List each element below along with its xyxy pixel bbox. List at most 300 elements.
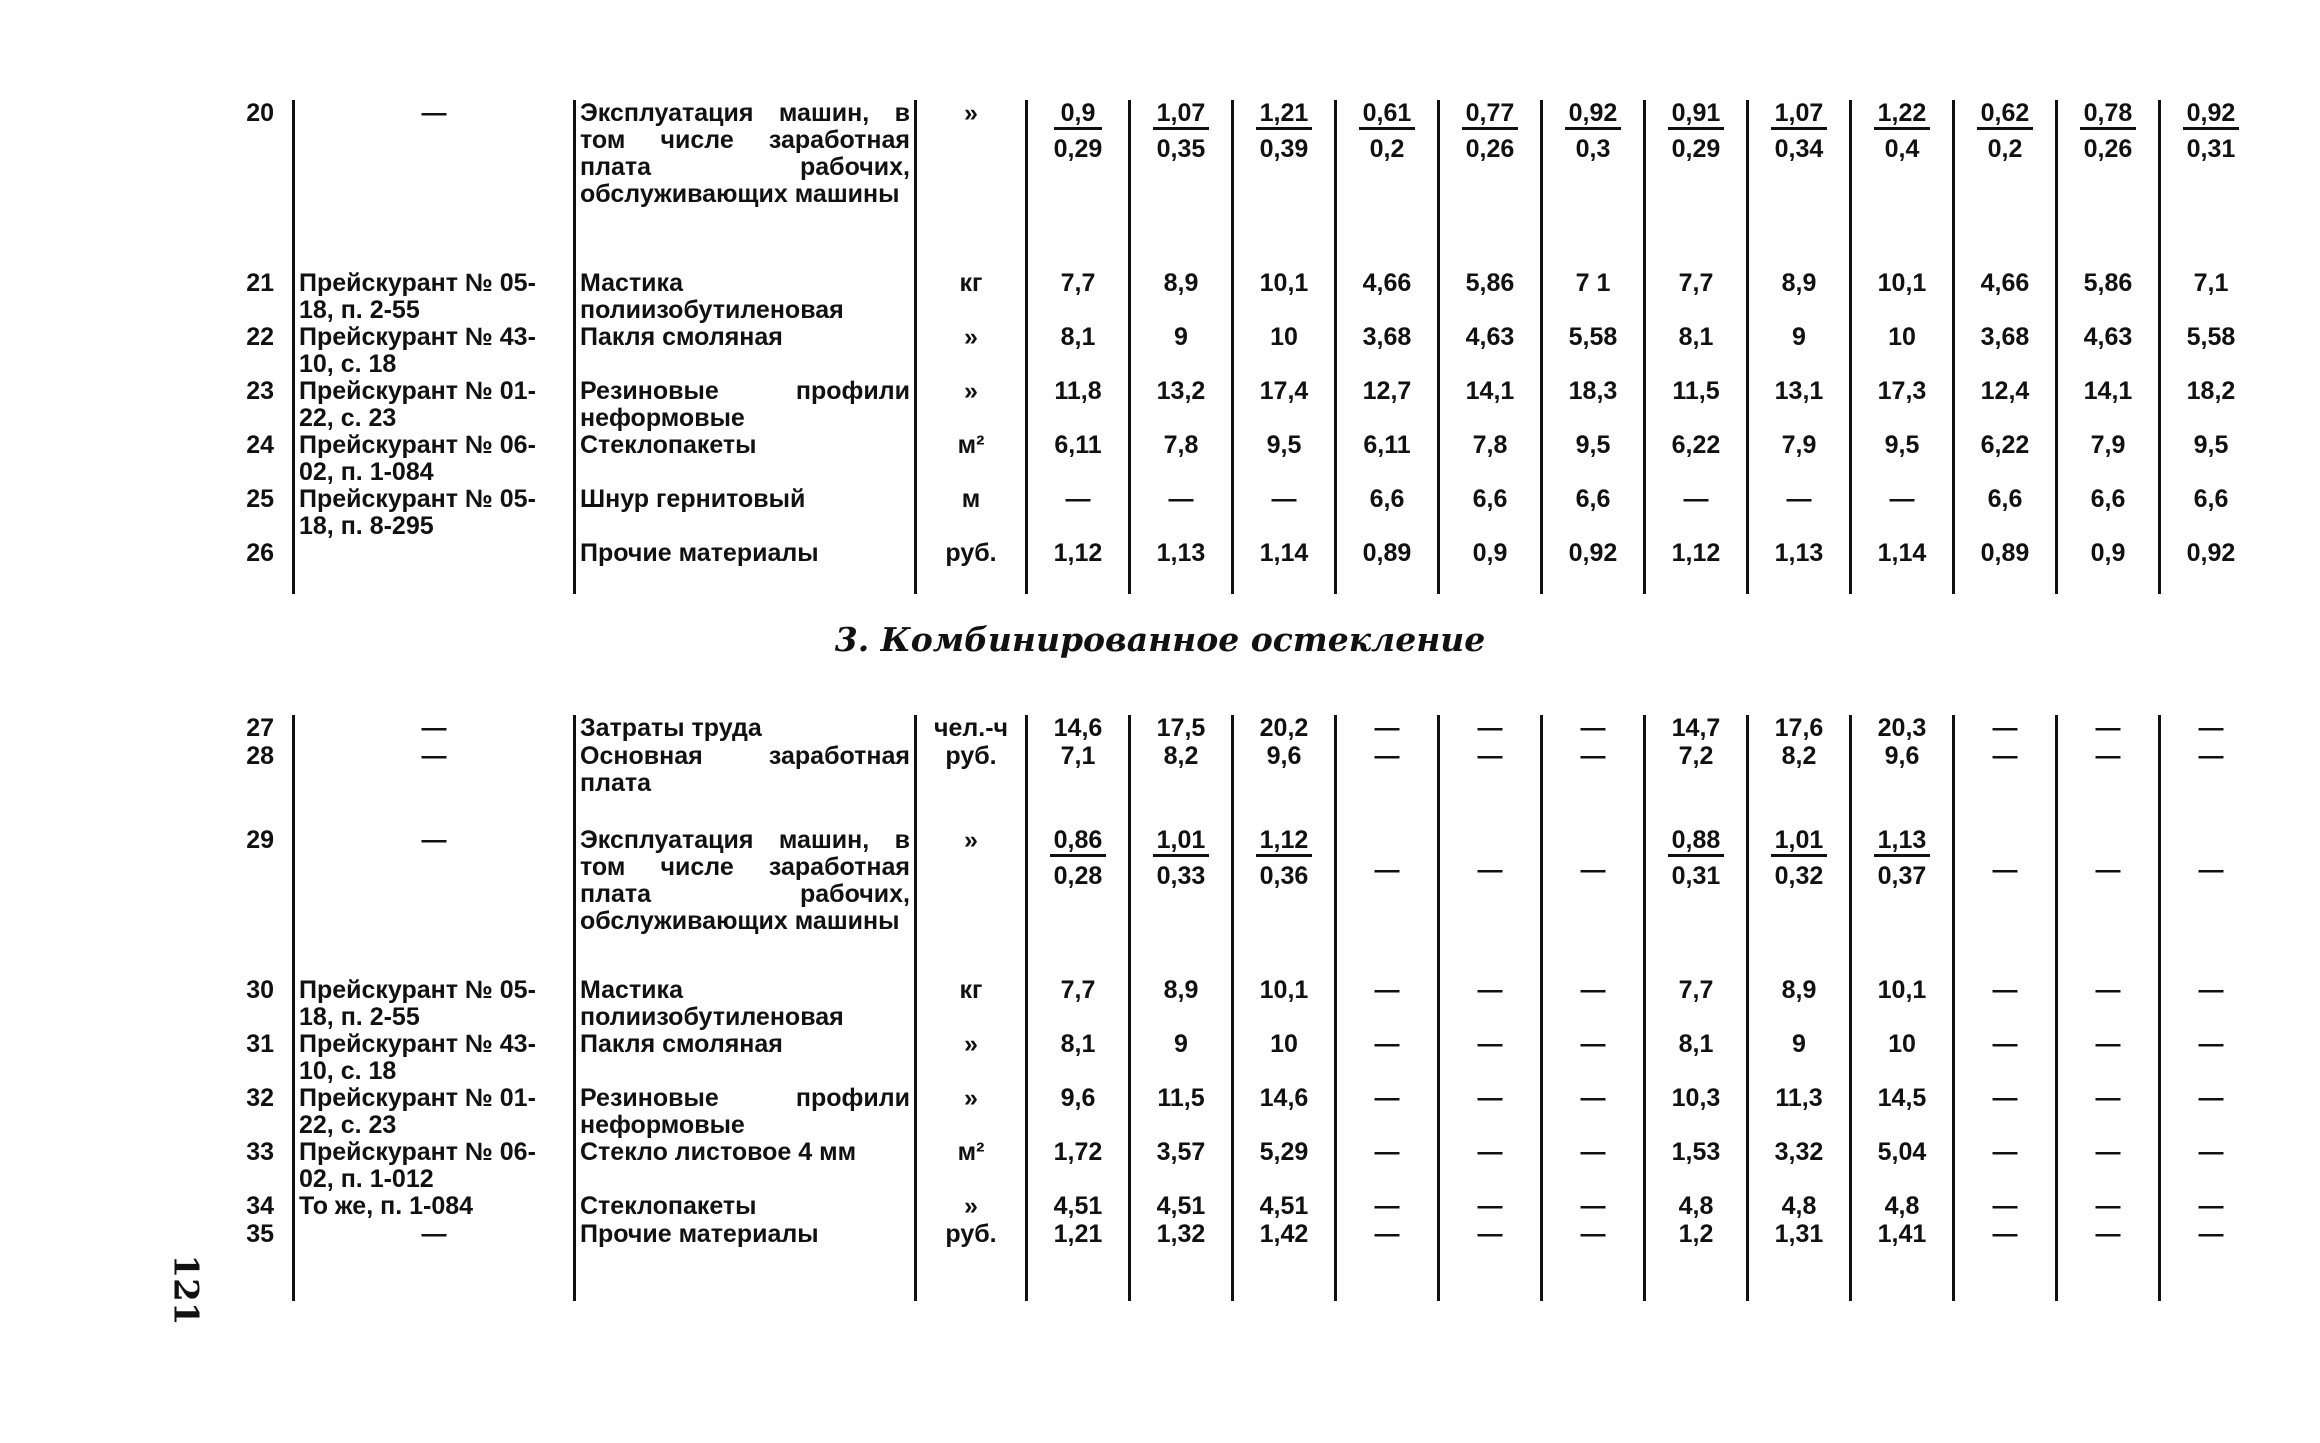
value-cell: —	[1439, 827, 1542, 977]
table-row	[200, 100, 2261, 270]
table-row	[200, 1221, 2261, 1301]
value-cell: 9,6	[1027, 1085, 1130, 1139]
unit-of-measure: кг	[916, 270, 1027, 324]
value-cell: 9,5	[1233, 432, 1336, 486]
resource-name: Резиновые профили неформовые	[575, 1085, 916, 1139]
fraction-value	[1977, 100, 2034, 163]
value-cell: 4,8	[1645, 1193, 1748, 1221]
value-cell: 10	[1233, 1031, 1336, 1085]
value-cell: —	[1542, 1139, 1645, 1193]
value-total: 0,77	[1462, 100, 1519, 130]
value-cell: 10,1	[1851, 270, 1954, 324]
value-cell	[1027, 100, 1130, 270]
value-cell: —	[2057, 977, 2160, 1031]
value-cell: —	[1336, 1139, 1439, 1193]
row-number: 30	[246, 976, 274, 1004]
value-cell: 10,3	[1645, 1085, 1748, 1139]
value-wages: 0,36	[1259, 862, 1309, 890]
value-cell	[1233, 100, 1336, 270]
value-cell: 3,32	[1748, 1139, 1851, 1193]
value-cell: —	[2057, 715, 2160, 743]
value-cell: 14,6	[1233, 1085, 1336, 1139]
value-cell	[1645, 100, 1748, 270]
value-cell: —	[2160, 977, 2262, 1031]
value-cell: 1,12	[1027, 540, 1130, 594]
source-reference: —	[294, 827, 575, 977]
value-cell: 17,5	[1130, 715, 1233, 743]
fraction-value	[1771, 827, 1828, 890]
value-cell: —	[1542, 715, 1645, 743]
value-cell: —	[2057, 743, 2160, 827]
resource-name: Прочие материалы	[575, 1221, 916, 1301]
value-cell: 17,3	[1851, 378, 1954, 432]
value-cell	[1645, 827, 1748, 977]
value-cell: 1,32	[1130, 1221, 1233, 1301]
table-row	[200, 743, 2261, 827]
unit-of-measure: »	[916, 1031, 1027, 1085]
value-cell: —	[2057, 1031, 2160, 1085]
source-reference	[294, 540, 575, 594]
value-cell	[1851, 100, 1954, 270]
value-cell	[1954, 100, 2057, 270]
value-cell: 4,66	[1336, 270, 1439, 324]
value-cell: 20,3	[1851, 715, 1954, 743]
value-cell: 8,1	[1027, 324, 1130, 378]
value-wages: 0,4	[1884, 135, 1920, 163]
value-total: 1,22	[1874, 100, 1931, 130]
value-cell: 0,92	[2160, 540, 2262, 594]
table-row	[200, 270, 2261, 324]
fraction-value	[1462, 100, 1519, 163]
value-total: 1,13	[1874, 827, 1931, 857]
value-cell: 10,1	[1851, 977, 1954, 1031]
source-reference: Прейскурант № 01-22, с. 23	[294, 1085, 575, 1139]
value-cell: —	[1336, 827, 1439, 977]
unit-of-measure: »	[916, 100, 1027, 270]
value-cell: 14,7	[1645, 715, 1748, 743]
page-number: 121	[165, 1254, 206, 1326]
value-cell: 7,8	[1439, 432, 1542, 486]
value-cell: 0,89	[1336, 540, 1439, 594]
value-total: 0,86	[1050, 827, 1107, 857]
row-number: 25	[246, 485, 274, 513]
value-cell: 6,6	[2057, 486, 2160, 540]
value-cell: —	[1851, 486, 1954, 540]
value-total: 0,91	[1668, 100, 1725, 130]
value-total: 0,62	[1977, 100, 2034, 130]
value-cell: —	[2160, 827, 2262, 977]
value-cell: —	[1439, 1085, 1542, 1139]
value-wages: 0,33	[1156, 862, 1206, 890]
row-number: 20	[246, 99, 274, 127]
value-wages: 0,26	[1465, 135, 1515, 163]
section-title: 3. Комбинированное остекление	[834, 620, 1486, 659]
resource-name: Стеклопакеты	[575, 1193, 916, 1221]
source-reference: Прейскурант № 05-18, п. 8-295	[294, 486, 575, 540]
resource-name: Затраты труда	[575, 715, 916, 743]
resource-name: Мастика полиизобутиленовая	[575, 270, 916, 324]
value-cell: 7,1	[1027, 743, 1130, 827]
value-cell: 7,9	[1748, 432, 1851, 486]
value-cell	[1851, 827, 1954, 977]
value-cell: 4,51	[1130, 1193, 1233, 1221]
fraction-value	[1256, 827, 1313, 890]
value-cell: 8,9	[1748, 270, 1851, 324]
value-cell: 4,63	[1439, 324, 1542, 378]
value-cell: —	[1542, 1085, 1645, 1139]
value-total: 0,88	[1668, 827, 1725, 857]
value-cell	[1542, 100, 1645, 270]
value-total: 0,92	[1565, 100, 1622, 130]
value-cell: 1,2	[1645, 1221, 1748, 1301]
table-row	[200, 1031, 2261, 1085]
resource-name: Стекло листовое 4 мм	[575, 1139, 916, 1193]
row-number: 35	[246, 1220, 274, 1248]
value-cell	[2057, 100, 2160, 270]
value-total: 1,07	[1771, 100, 1828, 130]
value-cell	[1130, 827, 1233, 977]
value-cell: 1,14	[1233, 540, 1336, 594]
fraction-value	[2183, 100, 2240, 163]
value-cell: 9,5	[2160, 432, 2262, 486]
value-cell: 6,22	[1645, 432, 1748, 486]
value-wages: 0,39	[1259, 135, 1309, 163]
value-cell: 5,58	[1542, 324, 1645, 378]
value-cell: 6,11	[1336, 432, 1439, 486]
value-cell: 11,5	[1645, 378, 1748, 432]
row-number: 34	[246, 1192, 274, 1220]
value-cell: 8,9	[1130, 270, 1233, 324]
value-wages: 0,35	[1156, 135, 1206, 163]
value-cell: 1,14	[1851, 540, 1954, 594]
value-cell: —	[1542, 977, 1645, 1031]
row-number: 28	[246, 742, 274, 770]
value-cell: —	[2160, 1085, 2262, 1139]
value-cell: 12,4	[1954, 378, 2057, 432]
norms-table-top	[200, 100, 2261, 594]
value-cell: 7,2	[1645, 743, 1748, 827]
value-cell: —	[1954, 1193, 2057, 1221]
source-reference: Прейскурант № 06-02, п. 1-012	[294, 1139, 575, 1193]
value-cell: 8,1	[1645, 1031, 1748, 1085]
table-row	[200, 486, 2261, 540]
value-wages: 0,28	[1053, 862, 1103, 890]
table-row	[200, 715, 2261, 743]
norms-table-bottom	[200, 715, 2261, 1301]
value-cell: —	[1954, 1085, 2057, 1139]
unit-of-measure: чел.-ч	[916, 715, 1027, 743]
value-cell: 3,68	[1336, 324, 1439, 378]
value-cell: —	[1954, 1139, 2057, 1193]
value-cell: —	[1954, 715, 2057, 743]
value-cell: 8,9	[1130, 977, 1233, 1031]
table-row	[200, 1085, 2261, 1139]
value-cell: 10	[1851, 324, 1954, 378]
value-cell: 9	[1130, 324, 1233, 378]
value-wages: 0,29	[1053, 135, 1103, 163]
value-cell: 7,9	[2057, 432, 2160, 486]
value-cell: —	[1439, 743, 1542, 827]
value-cell: —	[1439, 1031, 1542, 1085]
value-cell: —	[1336, 977, 1439, 1031]
source-reference: Прейскурант № 01-22, с. 23	[294, 378, 575, 432]
value-cell: 11,8	[1027, 378, 1130, 432]
value-cell: 10,1	[1233, 977, 1336, 1031]
value-cell: —	[1954, 977, 2057, 1031]
value-cell: 11,3	[1748, 1085, 1851, 1139]
value-cell: —	[1027, 486, 1130, 540]
source-reference: То же, п. 1-084	[294, 1193, 575, 1221]
row-number: 27	[246, 714, 274, 742]
value-wages: 0,2	[1369, 135, 1405, 163]
value-total: 0,9	[1054, 100, 1103, 130]
value-cell: 4,8	[1748, 1193, 1851, 1221]
fraction-value	[1874, 100, 1931, 163]
value-wages: 0,31	[2186, 135, 2236, 163]
value-cell: 8,2	[1748, 743, 1851, 827]
value-cell: 14,1	[2057, 378, 2160, 432]
value-total: 0,78	[2080, 100, 2137, 130]
value-cell: —	[2057, 827, 2160, 977]
value-cell: 9	[1748, 1031, 1851, 1085]
source-reference: —	[294, 715, 575, 743]
value-cell: 17,4	[1233, 378, 1336, 432]
value-cell: 12,7	[1336, 378, 1439, 432]
value-cell: 6,22	[1954, 432, 2057, 486]
unit-of-measure: м²	[916, 1139, 1027, 1193]
value-cell: 5,29	[1233, 1139, 1336, 1193]
value-cell: 0,9	[1439, 540, 1542, 594]
value-cell: 10,1	[1233, 270, 1336, 324]
value-cell: —	[1542, 827, 1645, 977]
value-cell: 5,86	[2057, 270, 2160, 324]
unit-of-measure: м	[916, 486, 1027, 540]
value-cell: 14,5	[1851, 1085, 1954, 1139]
value-cell	[1748, 100, 1851, 270]
value-cell: 6,6	[2160, 486, 2262, 540]
unit-of-measure: руб.	[916, 743, 1027, 827]
value-cell	[1233, 827, 1336, 977]
fraction-value	[1359, 100, 1416, 163]
value-wages: 0,29	[1671, 135, 1721, 163]
value-total: 1,12	[1256, 827, 1313, 857]
value-cell: 8,9	[1748, 977, 1851, 1031]
value-wages: 0,2	[1987, 135, 2023, 163]
row-number: 26	[246, 539, 274, 567]
value-cell	[1130, 100, 1233, 270]
value-cell: 6,11	[1027, 432, 1130, 486]
row-number: 33	[246, 1138, 274, 1166]
value-cell: —	[2160, 743, 2262, 827]
fraction-value	[1874, 827, 1931, 890]
value-cell: 9,5	[1542, 432, 1645, 486]
unit-of-measure: »	[916, 1085, 1027, 1139]
value-cell: —	[1336, 1193, 1439, 1221]
value-cell: 9,5	[1851, 432, 1954, 486]
fraction-value	[1668, 100, 1725, 163]
value-cell: 20,2	[1233, 715, 1336, 743]
value-cell: 13,1	[1748, 378, 1851, 432]
value-cell: —	[2057, 1085, 2160, 1139]
value-cell: 7,7	[1645, 270, 1748, 324]
resource-name: Мастика полиизобутиленовая	[575, 977, 916, 1031]
value-cell: 1,42	[1233, 1221, 1336, 1301]
table-row	[200, 1193, 2261, 1221]
table-row	[200, 1139, 2261, 1193]
value-cell: —	[1542, 1031, 1645, 1085]
fraction-value	[1256, 100, 1313, 163]
value-cell: 7,7	[1645, 977, 1748, 1031]
source-reference: Прейскурант № 06-02, п. 1-084	[294, 432, 575, 486]
resource-name: Пакля смоляная	[575, 1031, 916, 1085]
value-cell: —	[1954, 827, 2057, 977]
value-cell: —	[2057, 1193, 2160, 1221]
value-wages: 0,31	[1671, 862, 1721, 890]
value-cell: 8,2	[1130, 743, 1233, 827]
value-cell: —	[2057, 1221, 2160, 1301]
fraction-value	[1771, 100, 1828, 163]
value-total: 0,61	[1359, 100, 1416, 130]
row-number: 22	[246, 323, 274, 351]
value-cell: 4,51	[1233, 1193, 1336, 1221]
value-cell: 14,6	[1027, 715, 1130, 743]
value-cell: —	[2160, 715, 2262, 743]
value-cell: 10	[1851, 1031, 1954, 1085]
value-cell: 4,66	[1954, 270, 2057, 324]
value-cell: 4,8	[1851, 1193, 1954, 1221]
value-wages: 0,3	[1575, 135, 1611, 163]
value-total: 1,21	[1256, 100, 1313, 130]
table-row	[200, 378, 2261, 432]
unit-of-measure: »	[916, 378, 1027, 432]
value-cell: 0,9	[2057, 540, 2160, 594]
value-cell: —	[2057, 1139, 2160, 1193]
value-cell: —	[1542, 1193, 1645, 1221]
value-cell: —	[2160, 1031, 2262, 1085]
resource-name: Эксплуатация машин, в том числе заработная плата рабочих, обслуживающих машины	[575, 100, 916, 270]
value-cell: —	[1542, 1221, 1645, 1301]
value-cell: 5,86	[1439, 270, 1542, 324]
value-total: 1,07	[1153, 100, 1210, 130]
value-cell: 8,1	[1027, 1031, 1130, 1085]
value-wages: 0,32	[1774, 862, 1824, 890]
value-cell: —	[1954, 1031, 2057, 1085]
table-row	[200, 432, 2261, 486]
value-cell: 6,6	[1542, 486, 1645, 540]
value-cell: 7 1	[1542, 270, 1645, 324]
value-cell: 1,41	[1851, 1221, 1954, 1301]
value-cell: —	[1336, 1221, 1439, 1301]
value-cell: 9	[1130, 1031, 1233, 1085]
value-cell	[2160, 100, 2262, 270]
value-cell: 4,63	[2057, 324, 2160, 378]
fraction-value	[1153, 827, 1210, 890]
value-cell: 6,6	[1439, 486, 1542, 540]
row-number: 29	[246, 826, 274, 854]
value-cell: —	[1439, 1221, 1542, 1301]
value-cell: 7,7	[1027, 977, 1130, 1031]
fraction-value	[1054, 100, 1103, 163]
value-cell: 3,68	[1954, 324, 2057, 378]
unit-of-measure: м²	[916, 432, 1027, 486]
value-cell: —	[1954, 1221, 2057, 1301]
value-cell: 18,3	[1542, 378, 1645, 432]
value-cell: 6,6	[1336, 486, 1439, 540]
fraction-value	[1153, 100, 1210, 163]
unit-of-measure: руб.	[916, 540, 1027, 594]
value-cell: —	[1542, 743, 1645, 827]
value-cell: 1,72	[1027, 1139, 1130, 1193]
value-cell: 18,2	[2160, 378, 2262, 432]
value-cell: 3,57	[1130, 1139, 1233, 1193]
resource-name: Прочие материалы	[575, 540, 916, 594]
source-reference: —	[294, 100, 575, 270]
row-number: 23	[246, 377, 274, 405]
source-reference: —	[294, 743, 575, 827]
value-cell: 9,6	[1851, 743, 1954, 827]
value-total: 0,92	[2183, 100, 2240, 130]
source-reference: Прейскурант № 05-18, п. 2-55	[294, 977, 575, 1031]
source-reference: Прейскурант № 43-10, с. 18	[294, 1031, 575, 1085]
table-row	[200, 324, 2261, 378]
value-cell: 1,13	[1130, 540, 1233, 594]
value-cell: —	[1439, 715, 1542, 743]
fraction-value	[2080, 100, 2137, 163]
value-cell: —	[2160, 1193, 2262, 1221]
resource-name: Эксплуатация машин, в том числе заработная плата рабочих, обслуживающих машины	[575, 827, 916, 977]
value-cell	[1336, 100, 1439, 270]
resource-name: Стеклопакеты	[575, 432, 916, 486]
value-cell: 13,2	[1130, 378, 1233, 432]
unit-of-measure: »	[916, 324, 1027, 378]
value-cell: 11,5	[1130, 1085, 1233, 1139]
value-cell: —	[1954, 743, 2057, 827]
row-number: 21	[246, 269, 274, 297]
value-wages: 0,26	[2083, 135, 2133, 163]
value-cell: 1,13	[1748, 540, 1851, 594]
value-cell: 1,12	[1645, 540, 1748, 594]
table-row	[200, 827, 2261, 977]
resource-name: Шнур гернитовый	[575, 486, 916, 540]
fraction-value	[1565, 100, 1622, 163]
value-cell: —	[1336, 1031, 1439, 1085]
source-reference: Прейскурант № 05-18, п. 2-55	[294, 270, 575, 324]
value-cell	[1748, 827, 1851, 977]
resource-name: Резиновые профили неформовые	[575, 378, 916, 432]
value-cell: —	[1336, 1085, 1439, 1139]
value-cell: 7,1	[2160, 270, 2262, 324]
value-cell: 14,1	[1439, 378, 1542, 432]
value-cell: 0,89	[1954, 540, 2057, 594]
table-row	[200, 540, 2261, 594]
fraction-value	[1668, 827, 1725, 890]
value-cell: 8,1	[1645, 324, 1748, 378]
unit-of-measure: руб.	[916, 1221, 1027, 1301]
value-cell: 17,6	[1748, 715, 1851, 743]
value-cell: 9,6	[1233, 743, 1336, 827]
value-cell: 1,31	[1748, 1221, 1851, 1301]
value-cell: —	[1645, 486, 1748, 540]
value-cell: —	[1439, 977, 1542, 1031]
value-cell: 1,21	[1027, 1221, 1130, 1301]
row-number: 32	[246, 1084, 274, 1112]
resource-name: Пакля смоляная	[575, 324, 916, 378]
value-cell: 7,8	[1130, 432, 1233, 486]
unit-of-measure: кг	[916, 977, 1027, 1031]
value-cell	[1439, 100, 1542, 270]
source-reference: Прейскурант № 43-10, с. 18	[294, 324, 575, 378]
value-cell: —	[1439, 1139, 1542, 1193]
